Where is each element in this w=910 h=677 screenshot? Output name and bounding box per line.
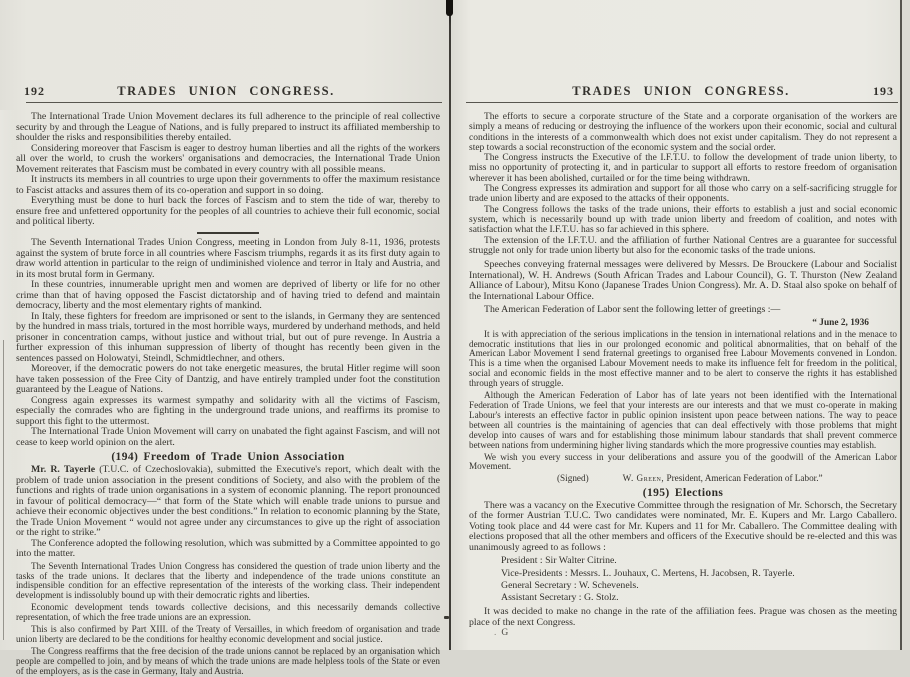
left-header-rule — [26, 102, 442, 103]
right-page-content — [469, 112, 897, 650]
paragraph: It was decided to make no change in the rate of the affiliation fees. Prague was chosen as the meeting place of the next Congress. — [469, 606, 897, 628]
paragraph: Moreover, if the democratic powers do not take energetic measures, the brutal Hitler regime will soon have taken possession of the Free City of Dantzig, and have entirely trampled under foot the constitution guaranteed by the League of Nations. — [16, 363, 440, 396]
paragraph — [16, 465, 440, 539]
paragraph: Congress again expresses its warmest sympathy and solidarity with all the victims of Fascism, especially the comrades who are fighting in the underground trade unions, and reaffirms its promise to support this fight to the uttermost. — [16, 394, 440, 427]
paragraph: The International Trade Union Movement will carry on unabated the fight against Fascism, and will not cease to keep world opinion on the alert. — [16, 426, 440, 448]
resolution-paragraph: This is also confirmed by Part XIII. of the Treaty of Versailles, in which freedom of organisation and trade union liberty are declared to be the conditions for healthy economic development and social justice. — [16, 624, 440, 644]
signed-label: (Signed) — [557, 473, 589, 484]
right-page — [452, 0, 910, 650]
book-spine-top-mark — [446, 0, 453, 16]
scan-artifact — [444, 616, 449, 619]
officer-line-assistant-secretary: Assistant Secretary : G. Stolz. — [501, 592, 619, 604]
resolution-paragraph: The Congress instructs the Executive of the I.F.T.U. to follow the development of trade union liberty, to miss no opportunity of protecting it, and in particular to support all efforts to restore freedom of organisation wherever it has been abolished, curtailed or for the time being withdrawn. — [469, 153, 897, 184]
page-edge-line — [900, 0, 902, 650]
left-page — [0, 0, 452, 676]
signature-mark: . G — [494, 628, 510, 638]
officers-list — [469, 556, 897, 604]
speaker-name: Mr. R. Tayerle — [31, 464, 96, 476]
officer-line-president: President : Sir Walter Citrine. — [501, 555, 617, 567]
left-page-number: 192 — [24, 84, 45, 98]
section-heading-194: (194) Freedom of Trade Union Association — [111, 451, 345, 464]
letter-paragraph: We wish you every success in your deliberations and assure you of the goodwill of the American Labor Movement. — [469, 451, 897, 472]
resolution-paragraph: The Congress expresses its admiration and support for all those who carry on a self-sacrificing struggle for trade union liberty and are exposed to the attacks of their opponents. — [469, 184, 897, 205]
paragraph: In Italy, these fighters for freedom are imprisoned or sent to the islands, in Germany they are sentenced by the hundred in mass trials, tortured in the most horrible ways, murdered by underhand methods, and held prisoner in concentration camps, without justice and without trial, but out of pure revenge. In Austria a further expression of this inhuman suppression of liberty of thought has recently been given in the sentences passed on Holowatyi, Steindl, Schmidtlechner, and others. — [16, 310, 440, 364]
signer-name: W. Green, — [622, 473, 665, 484]
right-running-title: TRADES UNION CONGRESS. — [572, 84, 790, 98]
resolution-paragraph: The efforts to secure a corporate structure of the State and a corporate organisation of the workers are simply a means of reducing or destroying the influence of the workers upon their economic, social and cultural conditions in the interests of a commonwealth which does not exist under capitalism. They do not represent a step towards a social reconstruction of the economic system and the social order. — [469, 112, 897, 153]
officer-line-vice-presidents: Vice-Presidents : Messrs. L. Jouhaux, C. Mertens, H. Jacobsen, R. Tayerle. — [501, 567, 795, 579]
right-page-number: 193 — [873, 84, 894, 98]
left-running-title: TRADES UNION CONGRESS. — [117, 84, 335, 98]
paragraph: In these countries, innumerable upright men and women are deprived of liberty or life for no other crime than that of having opposed the Fascist dictatorship and of having tried to defend and maintain democracy, liberty and the most elementary rights of mankind. — [16, 279, 440, 312]
paragraph: The Conference adopted the following resolution, which was submitted by a Committee appointed to go into the matter. — [16, 537, 440, 560]
scan-right-margin — [902, 0, 910, 650]
paragraph: Everything must be done to hurl back the forces of Fascism and to stem the tide of war, thereby to ensure free and unfettered opportunity for the peoples of all countries to achieve their full economic, social and political liberty. — [16, 195, 440, 227]
letter-paragraph: It is with appreciation of the serious implications in the tension in international relations and in the menace to democratic institutions that lies in our prolonged economic and political abnormalities, that on behalf of the American Labor Movement I send fraternal greetings to organised free Labour Movements convened in London. This is a time when the organised Labour Movement needs to make its influence felt for freedom in the political, social and economic fields in the most effective manner and to be alert to conserve the rights it has established through years of struggle. — [469, 328, 897, 389]
right-header-rule — [466, 102, 898, 103]
right-page-header — [452, 84, 910, 100]
letter-paragraph: Although the American Federation of Labor has of late years not been identified with the International Federation of Trade Unions, we feel that your interests are our interests and that we must co-operate in making Labour's interests an effective factor in public opinion insistent upon peace between nations. The way to peace between all countries is the maintaining of agencies that can deal effectively with those problems that might develop into causes of wars and for establishing those minimum labour standards that shall prevent commerce between nations from undermining higher living standards which the more progressive counties may establish. — [469, 390, 897, 450]
paragraph: The International Trade Union Movement declares its full adherence to the principle of real collective security by and through the League of Nations, and is fully prepared to instruct its affiliated membership to shoulder the risks and responsibilities thereby entailed. — [16, 111, 440, 143]
page-edge-line — [3, 340, 4, 640]
paragraph: The Seventh International Trades Union Congress, meeting in London from July 8-11, 1936, protests against the system of brute force in all countries where Fascism triumphs, regards it as its first duty again to draw world attention in particular to the reign of undiminished violence and terror in Italy and Austria, and in its most brutal form in Germany. — [16, 237, 440, 280]
resolution-paragraph: The extension of the I.F.T.U. and the affiliation of further National Centres are a guarantee for successful struggle not only for trade union liberty but also for the economic tasks of the trade unions. — [469, 235, 897, 256]
paragraph: Considering moreover that Fascism is eager to destroy human liberties and all the rights of the workers all over the world, to crush the workers' organisations and democracies, the International Trade Union Movement reiterates that Fascism must be combated in every country with all possible means. — [16, 142, 440, 175]
signer-title: President, American Federation of Labor.” — [664, 473, 823, 484]
signed-line — [469, 473, 897, 484]
resolution-paragraph: Economic development tends towards collective decisions, and this necessarily demands collective representation, of which the free trade unions are an expression. — [16, 602, 440, 623]
letter-date: “ June 2, 1936 — [812, 317, 869, 328]
divider-rule — [197, 232, 259, 235]
section-heading-195: (195) Elections — [642, 486, 724, 499]
officer-line-general-secretary: General Secretary : W. Schevenels. — [501, 579, 639, 591]
left-page-content — [16, 111, 440, 676]
resolution-paragraph: The Congress reaffirms that the free decision of the trade unions cannot be replaced by an organisation which people are compelled to join, and by means of which the trade unions are made helpless tools of the State or even of the employers, as is the case in Germany, Italy and Austria. — [16, 645, 440, 676]
paragraph-text: (T.U.C. of Czechoslovakia), submitted the Executive's report, which dealt with the problem of trade union association in the present conditions of Society, and also with the problem of the functions and rights of trade union organisations in a system of economic planning. The report pronounced in favour of political democracy—“ that form of the State which will enable trade unions to pursue and achieve their economic objectives under the best conditions.” In relation to economic planning by the State, the Trade Union Movement “ would not agree under any circumstances to give up the right of association or the right to strike.” — [16, 464, 440, 539]
paragraph: It instructs its members in all countries to urge upon their governments to offer the maximum resistance to Fascist attacks and assures them of its co-operation and support in so doing. — [16, 174, 440, 196]
paragraph: The American Federation of Labor sent the following letter of greetings :— — [484, 304, 781, 316]
resolution-paragraph: The Congress follows the tasks of the trade unions, their efforts to establish a just and social economic system, which is necessarily bound up with trade union liberty and freedom of coalition, and notes with satisfaction what the I.F.T.U. has so far achieved in this sphere. — [469, 204, 897, 236]
paragraph: Speeches conveying fraternal messages were delivered by Messrs. De Brouckere (Labour and Socialist International), W. H. Andrews (South African Trades and Labour Council), G. T. Thurston (New Zealand Alliance of Labour), Mitsu Kono (Japanese Trades Union Congress). Mr. A. D. Staal also spoke on behalf of the International Labour Office. — [469, 259, 897, 302]
resolution-paragraph: The Seventh International Trades Union Congress has considered the question of trade union liberty and the tasks of the trade unions. It declares that the liberty and independence of the trade unions constitute an indispensible condition for an effective representation of the interests of the working class. Their independent development is indissolubly bound up with their democratic rights and liberties. — [16, 560, 440, 601]
left-page-header — [0, 84, 452, 100]
book-spine-line — [449, 0, 451, 650]
paragraph: There was a vacancy on the Executive Committee through the resignation of Mr. Schorsch, the Secretary of the former Austrian T.U.C. Two candidates were nominated, Mr. E. Kupers and Mr. Largo Caballero. Voting took place and 44 were cast for Mr. Kupers and 11 for Mr. Caballero. The Committee dealing with elections proposed that all the other members and officers of the Executive should be re-elected and this was unanimously agreed to as follows : — [469, 499, 897, 553]
